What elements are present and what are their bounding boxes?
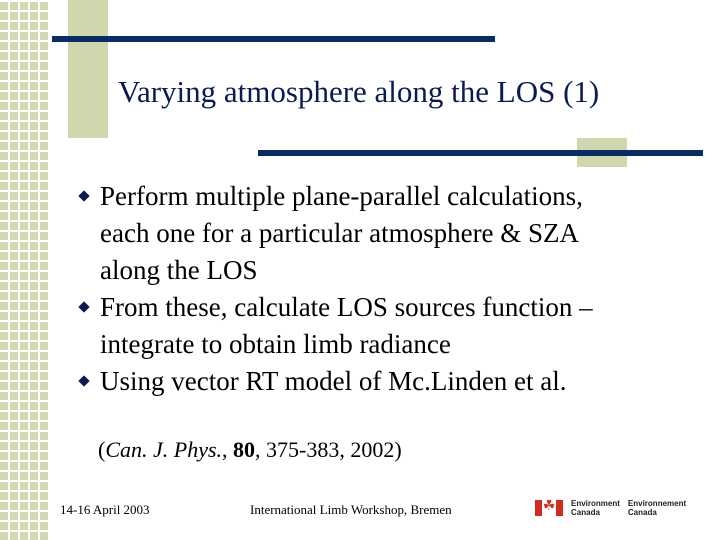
citation	[98, 437, 402, 463]
logo-en-line1: Environment	[571, 499, 620, 508]
citation-volume: 80	[233, 437, 256, 462]
citation-open: (	[98, 437, 106, 462]
bullet-line: Perform multiple plane-parallel calculations,	[100, 181, 583, 211]
logo-text-en	[571, 499, 620, 517]
diamond-bullet-icon	[78, 375, 89, 386]
bullet-item	[78, 289, 698, 363]
slide-title: Varying atmosphere along the LOS (1)	[118, 74, 600, 109]
logo-fr-line2: Canada	[627, 508, 657, 517]
citation-journal: Can. J. Phys.	[105, 437, 223, 462]
title-bar-bottom	[258, 150, 703, 156]
logo-fr-line1: Environnement	[627, 499, 687, 508]
bullet-line: integrate to obtain limb radiance	[100, 329, 451, 359]
environment-canada-logo	[535, 497, 695, 519]
decorative-box-top	[68, 0, 108, 138]
logo-text-fr	[628, 499, 686, 517]
citation-rest: , 375-383, 2002)	[255, 437, 402, 462]
citation-sep: ,	[222, 437, 234, 462]
title-bar-top	[52, 36, 495, 42]
canada-flag-icon	[535, 500, 563, 516]
bullet-line: From these, calculate LOS sources function –	[100, 292, 593, 322]
bullet-line: along the LOS	[100, 255, 258, 285]
bullet-list	[78, 178, 698, 400]
bullet-item	[78, 363, 698, 400]
footer-event: International Limb Workshop, Bremen	[250, 502, 452, 517]
diamond-bullet-icon	[78, 301, 89, 312]
diamond-bullet-icon	[78, 190, 89, 201]
logo-en-line2: Canada	[571, 508, 600, 517]
checkered-stripe	[0, 0, 50, 540]
bullet-line: Using vector RT model of Mc.Linden et al.	[100, 366, 567, 396]
bullet-line: each one for a particular atmosphere & SZA	[100, 218, 580, 248]
bullet-item	[78, 178, 698, 289]
footer-date: 14-16 April 2003	[60, 502, 150, 517]
